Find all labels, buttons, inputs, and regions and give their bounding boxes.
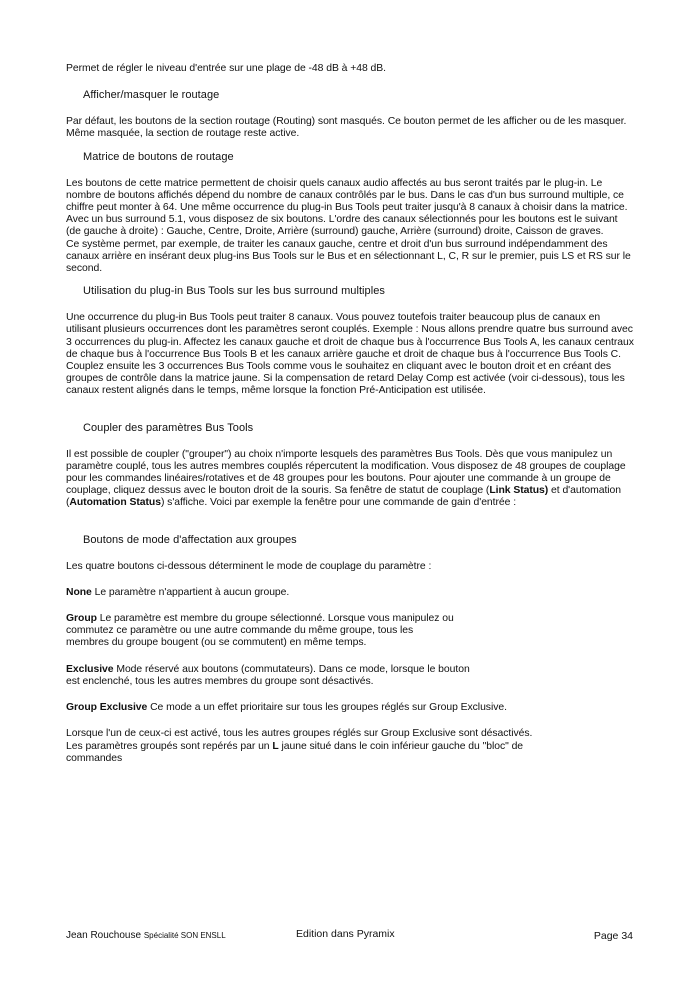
multi-surround-paragraph: Une occurrence du plug-in Bus Tools peut traiter 8 canaux. Vous pouvez toutefois traiter beaucoup plus de canaux en utilisant plusieurs occurrences dont les paramètres seront couplés. Exemple : Nous allons prendre quatre bus surround avec 3 occurrences du plug-in. Affectez les canaux gauche et droit de chaque bus à l'occurrence Bus Tools A, les canaux centraux de chaque bus à l'occurrence Bus Tools B et les canaux arrière gauche et droit de chaque bus à l'occurrence Bus Tools C. Couplez ensuite les 3 occurrences Bus Tools comme vous le souhaitez en cliquant avec le bouton droit et en créant des groupes de contrôle dans la matrice jaune. Si la compensation de retard Delay Comp est activée (voir ci-dessous), tous les canaux restent alignés dans le temps, même lorsque la fonction Pré-Anticipation est utilisée. <box>66 312 634 397</box>
footer-author-name: Jean Rouchouse <box>66 930 142 941</box>
footer-page-number: Page 34 <box>593 930 633 942</box>
mode-group-line-2: commutez ce paramètre ou une autre commande du même groupe, tous les <box>66 625 414 637</box>
heading-multi-surround: Utilisation du plug-in Bus Tools sur les bus surround multiples <box>83 285 385 298</box>
routing-matrix-paragraph-2: Avec un bus surround 5.1, vous disposez de six boutons. L'ordre des canaux sélectionnés pour les boutons est le suivant (de gauche à droite) : Gauche, Centre, Droite, Arrière (surround) gauche, Arrière (surround) droite, Caisson de graves. <box>66 214 618 238</box>
mode-group <box>66 613 634 650</box>
mode-exclusive-term: Exclusive <box>66 663 114 675</box>
closing-line-1: Lorsque l'un de ceux-ci est activé, tous les autres groupes réglés sur Group Exclusive sont désactivés. <box>66 728 533 740</box>
mode-none-term: None <box>66 586 92 598</box>
automation-status-term: Automation Status <box>69 497 161 509</box>
closing-l-letter: L <box>272 740 279 752</box>
coupling-paragraph <box>66 449 634 510</box>
mode-exclusive <box>66 664 634 688</box>
closing-line-2a: Les paramètres groupés sont repérés par un <box>66 740 273 752</box>
intro-paragraph: Permet de régler le niveau d'entrée sur une plage de -48 dB à +48 dB. <box>66 63 386 74</box>
mode-none <box>66 587 634 599</box>
mode-group-exclusive <box>66 702 634 714</box>
mode-exclusive-line-2: est enclenché, tous les autres membres du groupe sont désactivés. <box>66 675 374 687</box>
heading-routing-toggle: Afficher/masquer le routage <box>83 89 220 102</box>
closing-line-2b: jaune situé dans le coin inférieur gauche du "bloc" de <box>278 740 524 752</box>
heading-coupling: Coupler des paramètres Bus Tools <box>83 421 254 434</box>
routing-matrix-paragraph-3: Ce système permet, par exemple, de traiter les canaux gauche, centre et droit d'un bus surround indépendamment des canaux arrière en insérant deux plug-ins Bus Tools sur le Bus et en sélectionnant L, C, R sur le premier, puis LS et RS sur le second. <box>66 238 631 275</box>
heading-group-modes: Boutons de mode d'affectation aux groupes <box>83 533 297 546</box>
mode-exclusive-line-1: Mode réservé aux boutons (commutateurs). Dans ce mode, lorsque le bouton <box>113 663 470 675</box>
mode-group-term: Group <box>66 613 97 625</box>
mode-group-exclusive-term: Group Exclusive <box>66 702 148 714</box>
heading-routing-matrix: Matrice de boutons de routage <box>83 150 234 163</box>
page-body <box>66 63 634 765</box>
mode-group-exclusive-text: Ce mode a un effet prioritaire sur tous les groupes réglés sur Group Exclusive. <box>147 702 507 714</box>
closing-paragraph <box>66 728 634 765</box>
footer-author <box>66 930 226 941</box>
coupling-text-c: ) s'affiche. Voici par exemple la fenêtre pour une commande de gain d'entrée : <box>160 497 517 509</box>
routing-matrix-paragraph-1: Les boutons de cette matrice permettent de choisir quels canaux audio affectés au bus seront traités par le plug-in. Le nombre de boutons affichés dépend du nombre de canaux contrôlés par le bus. Dans le cas d'un bus surround multiple, ce chiffre peut monter à 64. Une même occurrence du plug-in Bus Tools peut traiter jusqu'à 8 canaux à choisir dans la matrice. <box>66 177 628 214</box>
page-footer <box>66 928 633 944</box>
group-modes-intro: Les quatre boutons ci-dessous déterminent le mode de couplage du paramètre : <box>66 560 432 572</box>
footer-title: Edition dans Pyramix <box>296 928 395 940</box>
closing-line-3: commandes <box>66 752 123 764</box>
link-status-term: Link Status) <box>489 485 549 497</box>
mode-group-line-1: Le paramètre est membre du groupe sélectionné. Lorsque vous manipulez ou <box>96 613 454 625</box>
mode-none-text: Le paramètre n'appartient à aucun groupe. <box>91 586 290 598</box>
coupling-text-a: Il est possible de coupler ("grouper") au choix n'importe lesquels des paramètres Bus Tools. Dès que vous manipulez un paramètre couplé, tous les autres membres couplés répercutent la modification. Vous disposez de 48 groupes de couplage pour les commandes linéaires/rotatives et de 48 groupes pour les boutons. Pour ajouter une commande à un groupe de couplage, cliquez dessus avec le bouton droit de la souris. Sa fenêtre de statut de couplage ( <box>66 448 626 497</box>
mode-group-line-3: membres du groupe bougent (ou se commutent) en même temps. <box>66 637 367 649</box>
routing-toggle-paragraph: Par défaut, les boutons de la section routage (Routing) sont masqués. Ce bouton permet de les afficher ou de les masquer. Même masquée, la section de routage reste active. <box>66 116 627 140</box>
footer-specialty: Spécialité SON ENSLL <box>143 931 226 940</box>
coupling-text-b: et d'automation ( <box>66 485 622 509</box>
